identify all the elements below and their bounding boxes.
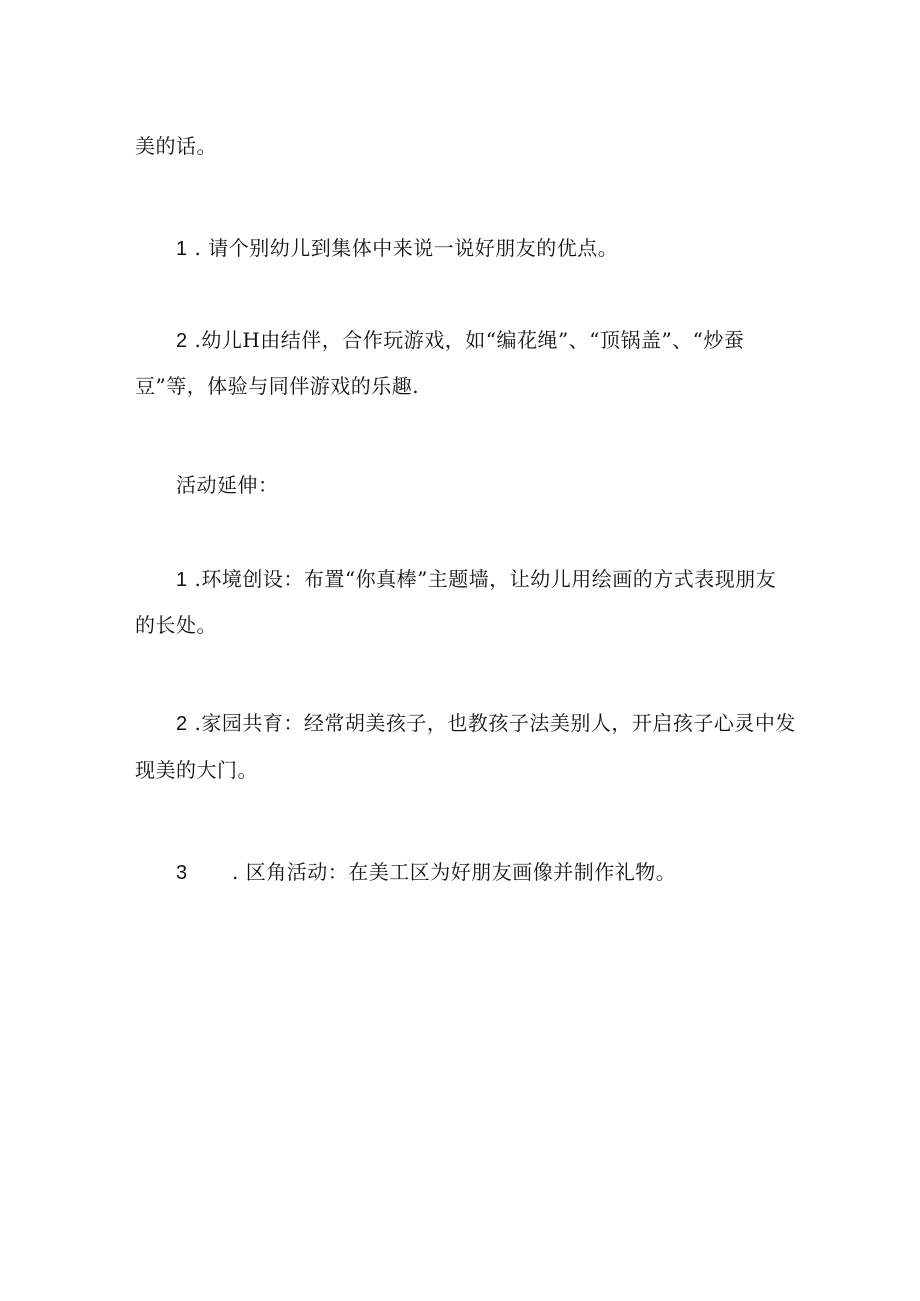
extension-item-2-line-1 (176, 709, 796, 738)
extension-item-2-line-2 (135, 756, 258, 784)
list-number: 1 (176, 569, 188, 591)
paragraph-text: 美的话。 (135, 134, 217, 158)
list-item-text: . 区角活动：在美工区为好朋友画像并制作礼物。 (232, 860, 677, 884)
list-item-text: . 请个别幼儿到集体中来说一说好朋友的优点。 (187, 236, 619, 260)
list-number: 3 (176, 862, 188, 884)
list-item-2-line-1 (176, 326, 744, 355)
list-number: 1 (176, 238, 188, 260)
list-number: 2 (176, 713, 188, 735)
list-item-text: .家园共育：经常胡美孩子，也教孩子法美别人，开启孩子心灵中发 (187, 711, 796, 735)
list-item-text: 现美的大门。 (135, 758, 258, 782)
list-item-text: 的长处。 (135, 613, 217, 637)
heading-text: 活动延伸： (176, 473, 279, 497)
list-number: 2 (176, 330, 188, 352)
list-item-text: 豆”等，体验与同伴游戏的乐趣. (135, 374, 420, 398)
list-item-2-line-2 (135, 372, 419, 400)
extension-item-1-line-1 (176, 565, 776, 594)
list-item-1 (176, 234, 618, 263)
paragraph-continuation (135, 132, 217, 160)
extension-item-3 (176, 858, 676, 887)
list-item-text: .幼儿H由结伴，合作玩游戏，如“编花绳”、“顶锅盖”、“炒蚕 (187, 328, 745, 352)
section-heading (176, 471, 279, 499)
extension-item-1-line-2 (135, 611, 217, 639)
list-item-text: .环境创设：布置“你真棒”主题墙，让幼儿用绘画的方式表现朋友 (187, 567, 777, 591)
